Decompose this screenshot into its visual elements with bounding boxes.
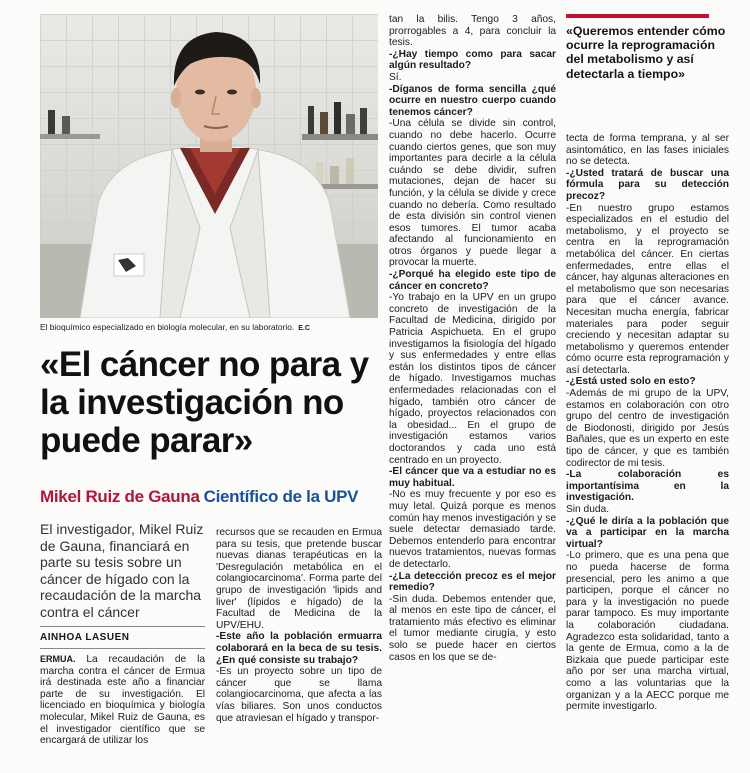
lead-paragraph: [40, 654, 205, 747]
article-column-3: [389, 14, 556, 663]
author-divider-top: [40, 626, 205, 627]
question: -La colaboración es importantísima en la investigación.: [566, 469, 729, 504]
paragraph: recursos que se recauden en Ermua para su tesis, que pretende buscar nuevas dianas terapéuticas en la 'Desregulación metabólica en el colangiocarcinoma'. Forma parte del grupo de investigación 'lipids and liver' (lípidos e hígado) de la Facultad de Medicina de la UPV/EHU.: [216, 527, 382, 631]
answer: -Una célula se divide sin control, cuando no debe hacerlo. Ocurre cuando ciertos genes, que son muy importantes para decirle a la célula cuándo se debe dividir, sufren mutaciones, dejan de hacer su función, y la célula se divide y crece cuando no debería. Como resultado de esta división sin control vienen esos tumores. El tumor acaba afectando al funcionamiento en otros órganos y puede llegar a provocar la muerte.: [389, 118, 556, 269]
article-photo: [40, 14, 378, 318]
answer: Sí.: [389, 71, 402, 83]
question: -¿Porqué ha elegido este tipo de cáncer en concreto?: [389, 269, 556, 292]
scientist-figure: [40, 14, 378, 318]
answer: -Es un proyecto sobre un tipo de cáncer que se llama colangiocarcinoma, que afecta a las vías biliares. Son unos conductos que atraviesan el hígado y transpor-: [216, 666, 382, 724]
answer: -Yo trabajo en la UPV en un grupo concreto de investigación de la Facultad de Medicina, dirigido por Patricia Aspichueta. En el grupo investigamos la fisiología del hígado y sus enfermedades y entre ellas están los distintos tipos de cáncer de hígado. Investigamos muchas enfermedades relacionadas con el hígado, también otro cáncer de hígado, proyectos relacionados con la obesidad... En el grupo de investigación estamos varios doctorandos y cada uno está centrado en un proyecto.: [389, 292, 556, 466]
photo-credit: E.C: [298, 325, 310, 332]
caption-text: El bioquímico especializado en biología molecular, en su laboratorio.: [40, 322, 295, 332]
article-column-1: [40, 654, 205, 747]
question: -¿Usted tratará de buscar una fórmula para su detección precoz?: [566, 167, 729, 202]
lead-text: La recaudación de la marcha contra el cáncer de Ermua irá destinada este año a financiar parte de su investigación. El licenciado en bioquímica y biología molecular, Mikel Ruiz de Gauna, es el investigador científico que se encargará de utilizar los: [40, 654, 205, 747]
photo-caption: [40, 322, 380, 332]
question: -¿La detección precoz es el mejor remedio?: [389, 570, 556, 594]
question: -Díganos de forma sencilla ¿qué ocurre en nuestro cuerpo cuando tenemos cáncer?: [389, 83, 556, 118]
answer: -No es muy frecuente y por eso es muy letal. Quizá porque es menos común hay menos investigación y se suele detectar demasiado tarde. Debemos entenderlo para encontrar nuevos tratamientos, nuevas formas de detectarlo.: [389, 489, 556, 570]
city-dateline: ERMUA.: [40, 654, 76, 664]
answer: -En nuestro grupo estamos especializados en el estudio del metabolismo, y el proyecto se centra en la reprogramación metabólica del cáncer. En ciertas enfermedades, entre ellas el cáncer, hay algunas alteraciones en el metabolismo que son necesarias para que el cáncer avance. Necesitan mucha energía, fabricar materiales para poder seguir creciendo y necesitan adaptar su metabolismo y queremos entender cómo ocurre esta reprogramación y así detectarla.: [566, 202, 729, 376]
answer: -Además de mi grupo de la UPV, estamos en colaboración con otro grupo del centro de investigación de Biodonosti, dirigido por Jesús Bañales, que es un experto en este tipo de cáncer, y que es también codirector de mi tesis.: [566, 388, 729, 469]
question: -¿Hay tiempo como para sacar algún resultado?: [389, 48, 556, 72]
author-divider-bottom: [40, 648, 205, 649]
paragraph: tecta de forma temprana, y al ser asintomático, en las fases iniciales no se detecta.: [566, 133, 729, 168]
headline: «El cáncer no para y la investigación no puede parar»: [40, 345, 369, 460]
answer: -Lo primero, que es una pena que no pueda hacerse de forma presencial, pero les animo a que participen, porque el cáncer no para y la investigación no puede parar tampoco. Es muy importante la colaboración ciudadana. Agradezco esta solidaridad, tanto a la gente de Ermua, como a la de Bizkaia que puede participar este año por ser una marcha virtual, como a las voluntarias que la organizan y a la AECC porque me permite investigarlo.: [566, 550, 729, 713]
question: -¿Qué le diría a la población que va a participar en la marcha virtual?: [566, 515, 729, 550]
byline: [40, 487, 358, 507]
paragraph: tan la bilis. Tengo 3 años, prorrogables a 4, para concluir la tesis.: [389, 14, 556, 49]
byline-name: Mikel Ruiz de Gauna: [40, 487, 200, 506]
article-column-2: [216, 527, 382, 724]
subhead: El investigador, Mikel Ruiz de Gauna, financiará en parte su tesis sobre un cáncer de hígado con la recaudación de la marcha contra el cáncer: [40, 521, 204, 620]
question: -Este año la población ermuarra colaborará en la beca de su tesis. ¿En qué consiste su trabajo?: [216, 631, 382, 666]
byline-role: Científico de la UPV: [203, 487, 359, 506]
article-column-4: [566, 133, 729, 713]
author-name: AINHOA LASUEN: [40, 632, 130, 643]
answer: Sin duda.: [566, 504, 610, 515]
pullquote-accent-bar: [566, 14, 709, 18]
answer: -Sin duda. Debemos entender que, al menos en este tipo de cáncer, el tratamiento más efectivo es eliminar el tumor mediante cirugía, y esto solo se puede hacer en ciertos casos en los que se de-: [389, 593, 556, 663]
question: -El cáncer que va a estudiar no es muy habitual.: [389, 466, 556, 489]
pullquote: «Queremos entender cómo ocurre la reprogramación del metabolismo y así detectarla a tiempo»: [566, 24, 726, 81]
question: -¿Está usted solo en esto?: [566, 376, 696, 388]
